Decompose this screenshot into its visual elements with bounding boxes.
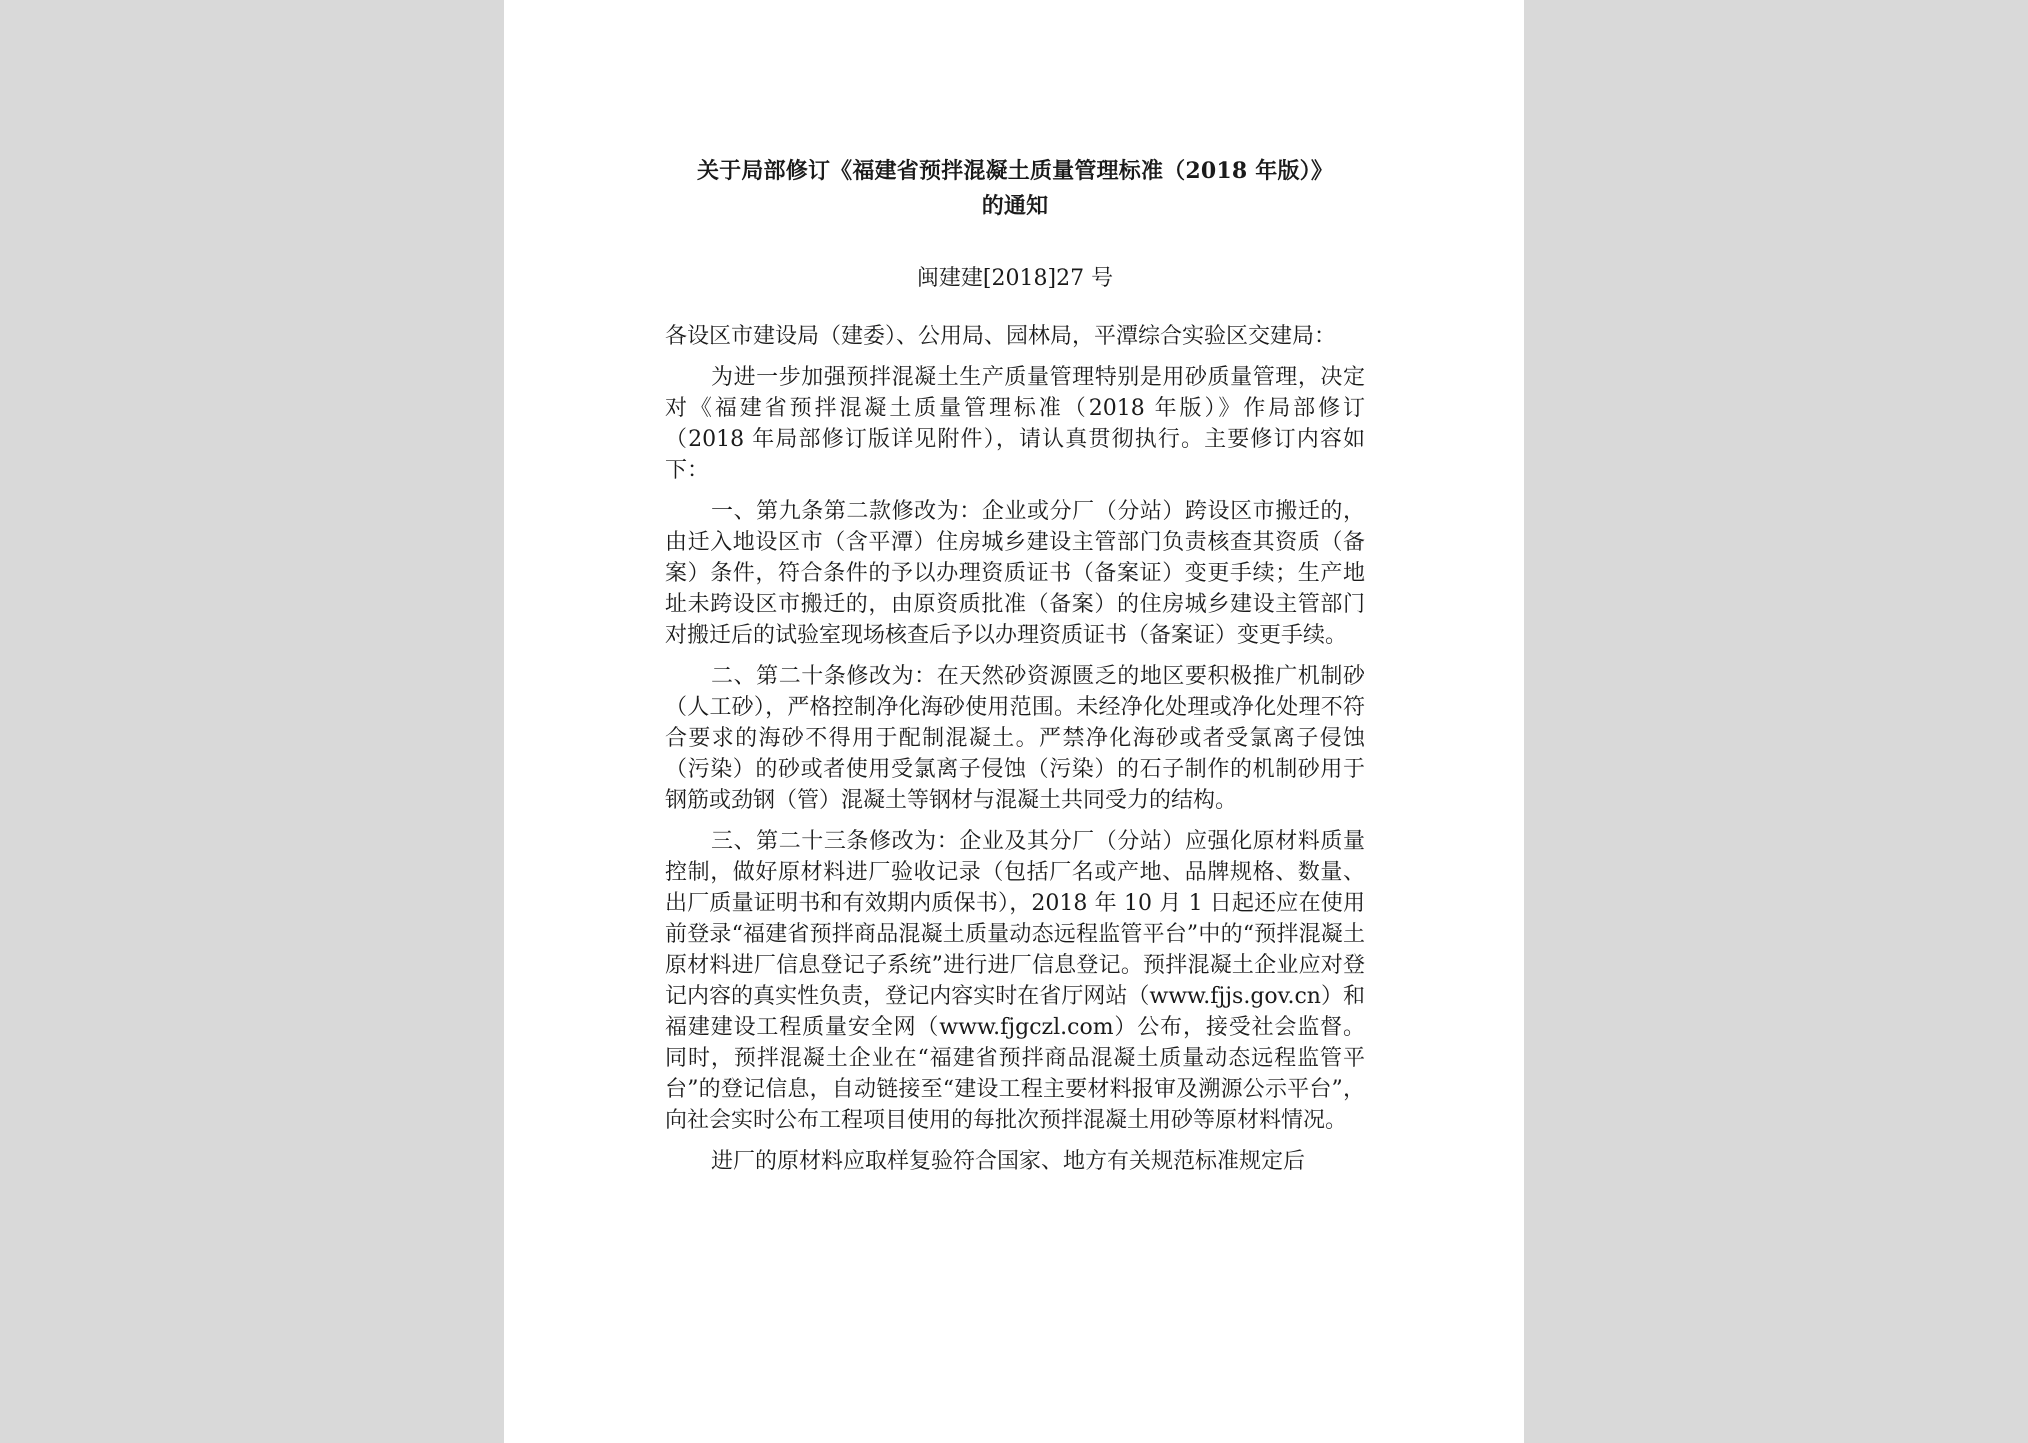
document-page (504, 0, 1524, 1443)
paragraph-continued: 进厂的原材料应取样复验符合国家、地方有关规范标准规定后 (711, 1149, 1306, 1174)
paragraph-article-9: 一、第九条第二款修改为：企业或分厂（分站）跨设区市搬迁的，由迁入地设区市（含平潭）住房城乡建设主管部门负责核查其资质（备案）条件，符合条件的予以办理资质证书（备案证）变更手续；生产地址未跨设区市搬迁的，由原资质批准（备案）的住房城乡建设主管部门对搬迁后的试验室现场核查后予以办理资质证书（备案证）变更手续。 (665, 499, 1365, 648)
document-title (665, 154, 1365, 224)
paragraph-intro: 为进一步加强预拌混凝土生产质量管理特别是用砂质量管理，决定对《福建省预拌混凝土质量管理标准（2018 年版）》作局部修订（2018 年局部修订版详见附件），请认真贯彻执行。主要修订内容如下： (665, 365, 1365, 483)
title-line-2: 的通知 (981, 193, 1049, 219)
addressee: 各设区市建设局（建委）、公用局、园林局，平潭综合实验区交建局： (665, 324, 1337, 349)
document-content (665, 154, 1365, 1177)
paragraph-article-23: 三、第二十三条修改为：企业及其分厂（分站）应强化原材料质量控制，做好原材料进厂验收记录（包括厂名或产地、品牌规格、数量、出厂质量证明书和有效期内质保书），2018 年 10 月 1 日起还应在使用前登录“福建省预拌商品混凝土质量动态远程监管平台”中的“预拌混凝土原材料进厂信息登记子系统”进行进厂信息登记。预拌混凝土企业应对登记内容的真实性负责，登记内容实时在省厅网站（www.fjjs.gov.cn）和福建建设工程质量安全网（www.fjgczl.com）公布，接受社会监督。同时，预拌混凝土企业在“福建省预拌商品混凝土质量动态远程监管平台”的登记信息，自动链接至“建设工程主要材料报审及溯源公示平台”，向社会实时公布工程项目使用的每批次预拌混凝土用砂等原材料情况。 (665, 829, 1365, 1133)
paragraph-article-20: 二、第二十条修改为：在天然砂资源匮乏的地区要积极推广机制砂（人工砂），严格控制净化海砂使用范围。未经净化处理或净化处理不符合要求的海砂不得用于配制混凝土。严禁净化海砂或者受氯离子侵蚀（污染）的砂或者使用受氯离子侵蚀（污染）的石子制作的机制砂用于钢筋或劲钢（管）混凝土等钢材与混凝土共同受力的结构。 (665, 664, 1365, 813)
title-line-1: 关于局部修订《福建省预拌混凝土质量管理标准（2018 年版）》 (696, 158, 1334, 184)
document-number: 闽建建[2018]27 号 (916, 266, 1114, 291)
